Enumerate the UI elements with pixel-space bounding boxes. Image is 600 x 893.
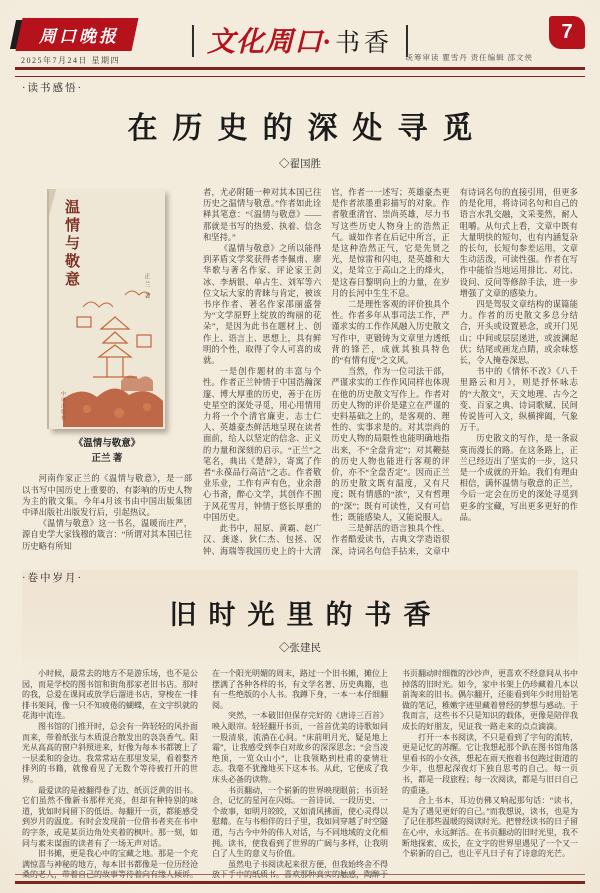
article-bookscent-essay	[22, 570, 578, 881]
paragraph: 二是理性客观的评价独具个性。作者多年从事司法工作，严谨求实的工作作风融入历史散文写作中，更锻铸为文章里力透纸背的锋芒，成就其独具特色的“有情有度”之文风。	[331, 300, 450, 366]
book-caption-author: 正兰 著	[91, 453, 123, 464]
paragraph: 三是鲜活的语言独具个性。作者酷爱读书，古典文学造诣很深，诗词名句信手拈来，文章中有诗词名句的直接引用，但更多的是化用，将诗词名句和自己的语言水乳交融，文采斐然，耐人咀嚼。从句式上看，文章中既有大量明快的短句，也有内涵复杂的长句，长短句参差运用，文章生动活泼，可读性强。作者在写作中能恰当地运用排比、对比、设问、反问等修辞手法，进一步增强了文章的感染力。	[331, 188, 578, 556]
paragraph: 小时候，最常去的地方不是游乐场，也不是公园，而是学校的图书馆和街角那家老旧书店。那时的我，总爱在课间或放学后溜进书店，穿梭在一排排书架间，像一只不知疲倦的蝴蝶，在文字织就的花海中流连。	[22, 669, 198, 721]
issue-date: 2025年7月24日 星期四	[21, 56, 120, 65]
paragraph: 一是创作题材的丰富与个性。作者正兰钟情于中国浩瀚深邃、博大厚重的历史，善于在历史星空的深处寻觅，用心用情用力将一个个清官廉吏、志士仁人、英雄豪杰鲜活地呈现在读者面前，给人以坚定的信念、正义的力量和深刻的启示。“正兰”之笔名，典出《楚辞》，寄寓了作者“永葆品行高洁”之志。作者敬业乐业，工作有声有色，业余潜心书斋，醉心文学，其创作不囿于风花雪月，钟情于悠长厚重的中国历史。	[203, 367, 322, 522]
paragraph: 《温情与敬意》之所以能得到茅盾文学奖获得者李佩甫、廖华歌与著名作家、评论家王剑冰、李炳银、单占生、刘军等六位文坛大家的青睐与肯定，被该书序作者、著名作家邵丽盛誉为“文学原野上绽放的绚丽的花朵”，是因为此书在题材上、创作上、语言上、思想上，具有鲜明的个性，取得了令人可喜的成就。	[203, 244, 322, 366]
book-cover-image	[49, 189, 165, 429]
paragraph: 历史散文的写作，是一条寂寞而漫长的路。在这条路上，正兰已经迈出了坚实的一步，这只是一个成就的开始。我们有理由相信，满怀温情与敬意的正兰，今后一定会在历史的深处寻觅到更多的宝藏，写出更多更好的作品。	[459, 434, 578, 522]
paragraph: 书中的《情怀不改》《八千里路云和月》，则是抒怀咏志的“大散文”，天文地理、古今之变、百家之典、诗词歌赋、民间传说皆可入文，纵横捭阖，气象万千。	[459, 367, 578, 433]
paragraph: 《温情与敬意》这一书名，温暖而庄严，源自史学大家钱穆的箴言：“所谓对其本国已往历史略有所知	[22, 519, 192, 551]
article2-title: 旧时光里的书香	[169, 600, 443, 630]
book-cover-press: 中译出版社	[60, 391, 65, 421]
book-caption	[22, 437, 192, 466]
header-divider-rule	[15, 67, 585, 77]
paragraph: 突然，一本破旧但保存完好的《唐诗三百首》映入眼帘。轻轻翻开书页，一首首优美的诗歌如同一股清泉，流淌在心间。“床前明月光，疑是地上霜”，让我感受到李白对故乡的深深思念；“会当凌绝顶，一览众山小”，让我领略到杜甫的豪情壮志。我毫不犹豫地买下这本书。从此，它便成了我床头必备的读物。	[212, 711, 388, 784]
paragraph: 此书中，屈原、黄霸、赵广汉、龚遂、狄仁杰、包拯、况钟、海瑞等我国历史上的十大清官，作者一一述写；英雄豪杰更是作者浓墨重彩描写的对象。作者敬重清官、崇尚英雄，尽力书写这些历史人物身上的浩然正气。诚如作者在后记中所言，正是这种浩然正气，它是先贤之光，是惊雷和闪电，是英雄和大义，是耸立于高山之上的烽火，是这春日黎明向上的力量，在岁月的长河中生生不息。	[203, 188, 450, 556]
paragraph: 者，尤必附随一种对其本国已往历史之温情与敬意。”作者如此诠释其笔意：“《温情与敬意》——那就是书写的热爱、执着、信念和坚持。”	[203, 188, 322, 242]
paragraph: 虽然电子书阅读起来很方便，但我始终舍不得放下手中的纸质书。喜欢那种真实的触感，陶醉于书页翻动时细微的沙沙声，更喜欢不经意间从书中掉落的旧时光。如今，家中书架上仍珍藏着几本以前淘来的旧书。偶尔翻开，还能看到年少时用铅笔做的笔记，稚嫩字迹里藏着曾经的梦想与感动。于我而言，这些书不只是知识的载体，更像是陪伴我成长的好朋友，见证我一路走来的点点滴滴。	[212, 669, 578, 880]
article2-author: ◇张建民	[279, 643, 321, 654]
book-cover-title: 温情与敬意	[63, 199, 79, 289]
article2-category: ·卷中岁月·	[22, 573, 83, 584]
article1-title: 在历史的深处寻觅	[127, 112, 488, 145]
article1-body	[22, 187, 578, 557]
paragraph: 合上书本，耳边仿佛又响起那句话：“读书，是为了遇见更好的自己。”而我想说，读书，也是为了记住那些温暖的阅读时光。把曾经读书的日子留在心中，永远鲜活。在书页翻动的旧时光里，我不断地探索、成长，在文字的世界里遇见了一个又一个崭新的自己，也让平凡日子有了诗意的光芒。	[402, 796, 578, 859]
paragraph: 打开一本书阅读，不只是看到了字句的流转，更是记忆的苏醒。它让我想起那个趴在图书馆角落里看书的小女孩，想起在雨天抱着书包跑过街道的少年，也想起深夜灯下独自思考的自己。每一页书，都是一段旅程；每一次阅读，都是与旧日自己的重逢。	[402, 732, 578, 795]
paragraph: 当然，作为一位司法干部，严谨求实的工作作风同样也体现在他的历史散文写作上。作者对历史人物的评价是建立在严谨的史料基础之上的，是客观的、理性的、实事求是的。对其崇尚的历史人物的局限性也能明确地指出来，不“全盘肯定”；对其鞭挞的历史人物也能进行客观的评价，亦不“全盘否定”。因而正兰的历史散文既有温度，又有尺度；既有情感的“浓”，又有哲理的“深”；既有可读性，又有可信性；既能感染人，又能说服人。	[331, 367, 450, 522]
section-title-left-bar	[192, 25, 194, 57]
book-cover-author: 正兰 著	[143, 273, 149, 301]
paragraph: 旧书摊，更是我心中的宝藏之地。那是一个充满惊喜与神秘的地方，每本旧书都像是一位历经沧桑的老人，带着自己的故事等待着向有缘人倾诉。在一个阳光明媚的周末，路过一个旧书摊，摊位上摆满了各种各样的书，有文学名著、历史典籍，也有一些绝版的小人书。我蹲下身，一本一本仔细翻阅。	[22, 669, 388, 880]
article1-author: ◇翟国胜	[279, 159, 321, 170]
masthead-logo	[15, 18, 138, 51]
paragraph: 书页翻动，一个崭新的世界映现眼前；书页轻合，记忆的星河在闪烁。一首诗词、一段历史、一个故事，如明月皎皎，又如清风拂面，使心灵得以慰藉。在与书相伴的日子里，我如同穿越了时空隧道，与古今中外的伟人对话，与不同地域的文化相拥。读书，使我看到了世界的广阔与多样，让我明白了人生的意义与价值。	[212, 785, 388, 859]
paragraph: 四是驾驭文章结构的谋篇能力。作者的历史散文多总分结合，开头或设置悬念，或开门见山；中间或层层递进，或波澜起伏；结尾或画龙点睛，或余味悠长，令人掩卷深思。	[459, 300, 578, 366]
page-number-badge: 7	[549, 16, 585, 49]
masthead-title: 周口晚报	[39, 27, 119, 46]
article-history-essay	[22, 80, 578, 557]
editor-credits: 统筹审读 瞿雪丹 责任编辑 邵文侠	[405, 53, 533, 62]
article1-intro	[22, 473, 192, 551]
page-header	[15, 16, 585, 66]
book-caption-title: 《温情与敬意》	[73, 439, 141, 449]
paragraph: 河南作家正兰的《温情与敬意》，是一部以书写中国历史上重要的、有影响的历史人物为主的散文集。今年4月该书由中国出版集团中译出版社出版发行后，引起热议。	[22, 474, 192, 518]
article1-category: ·读书感悟·	[22, 83, 83, 94]
footer-rule	[15, 874, 585, 884]
article2-text-columns	[22, 669, 578, 881]
section-title	[183, 20, 417, 60]
paragraph: 图书馆的门推开时，总会有一阵轻轻的风扑面而来，带着纸张与木质混合散发出的袅袅香气。阳光从高高的窗户斜照进来，好像为每本书都镀上了一层柔和的金边。我常常站在那里发呆，看着整齐排列的书籍，就像看见了无数个等待被打开的世界。	[22, 721, 198, 784]
article1-left-column	[22, 187, 192, 557]
paragraph: 最爱读的是被翻得卷了边、纸页泛黄的旧书。它们虽然不像新书那样光亮，但却有种特别的味道，犹如时间留下的低语。每翻开一页，都能感受到岁月的温度。有时会发现前一位借书者夹在书中的字条，或是某页边角处夹着的枫叶。那一刻，如同与素未谋面的读者有了一场无声对话。	[22, 785, 198, 848]
section-name-black: 书香	[335, 30, 394, 57]
masthead	[19, 18, 135, 66]
section-name-red: 文化周口·	[206, 27, 331, 58]
article1-text-columns	[203, 187, 578, 557]
